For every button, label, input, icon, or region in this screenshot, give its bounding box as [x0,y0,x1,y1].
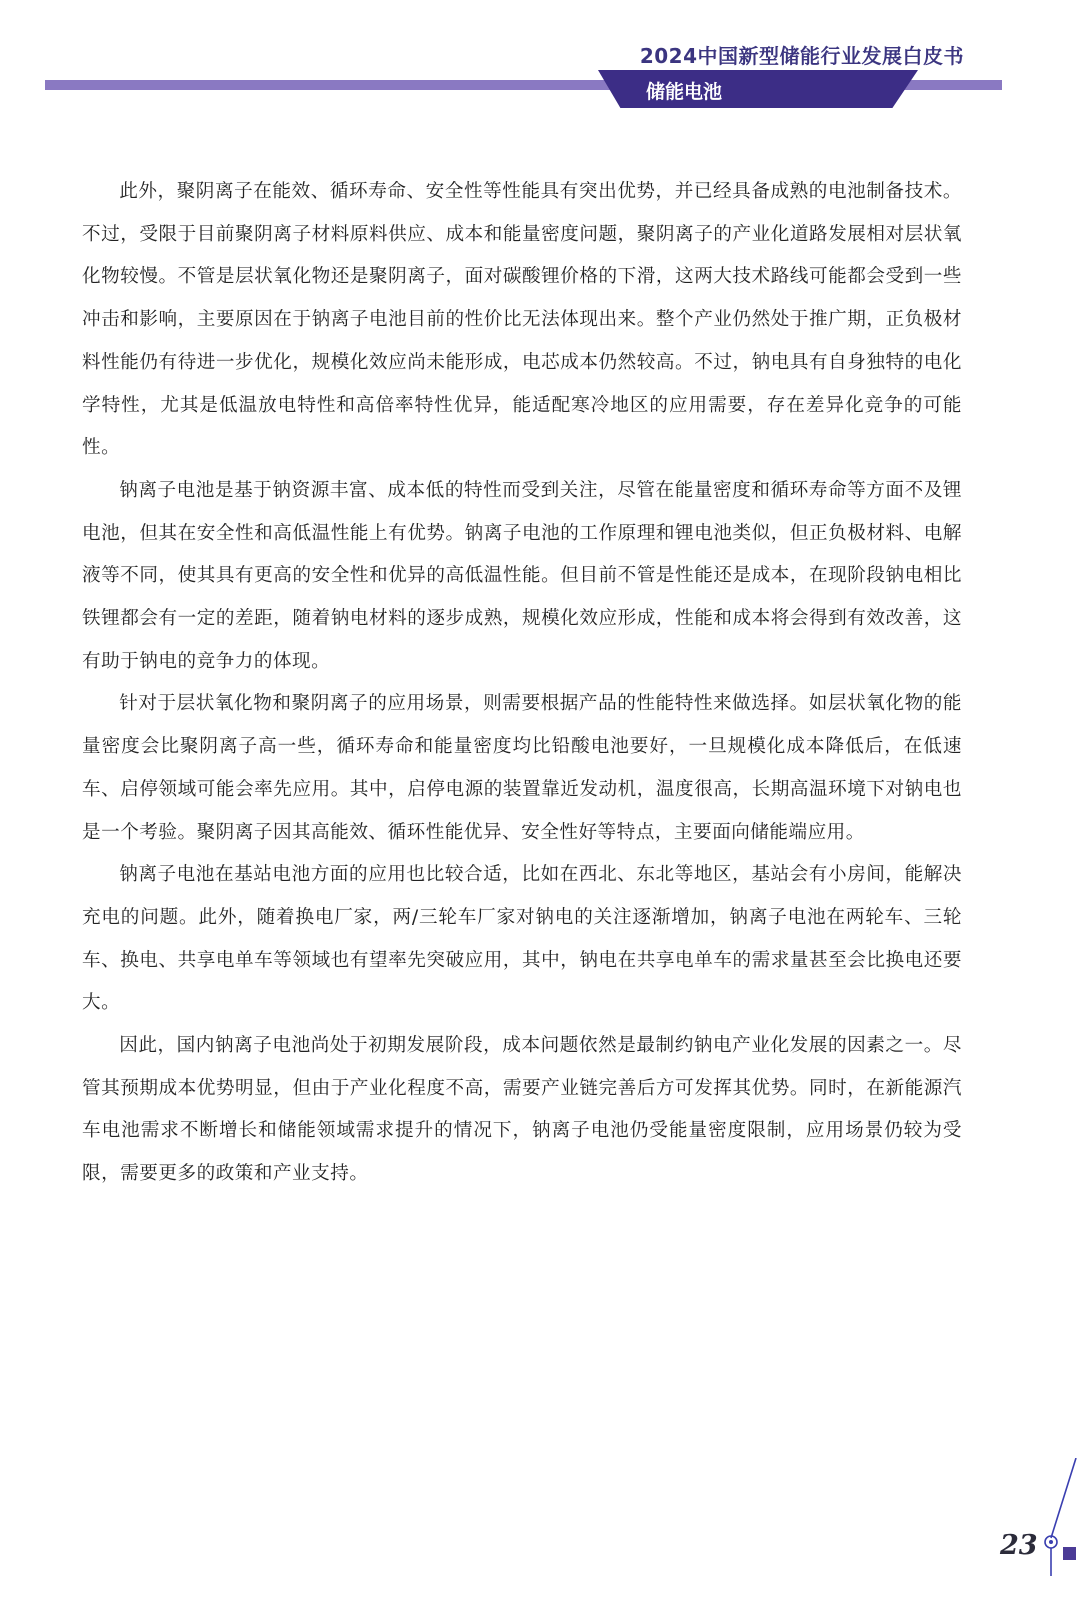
section-title: 储能电池 [646,81,723,103]
paragraph: 钠离子电池是基于钠资源丰富、成本低的特性而受到关注，尽管在能量密度和循环寿命等方面不及锂电池，但其在安全性和高低温性能上有优势。钠离子电池的工作原理和锂电池类似，但正负极材料、电解液等不同，使其具有更高的安全性和优异的高低温性能。但目前不管是性能还是成本，在现阶段钠电相比铁锂都会有一定的差距，随着钠电材料的逐步成熟，规模化效应形成，性能和成本将会得到有效改善，这有助于钠电的竞争力的体现。 [82,479,962,672]
paragraph: 针对于层状氧化物和聚阴离子的应用场景，则需要根据产品的性能特性来做选择。如层状氧化物的能量密度会比聚阴离子高一些，循环寿命和能量密度均比铅酸电池要好，一旦规模化成本降低后，在低速车、启停领域可能会率先应用。其中，启停电源的装置靠近发动机，温度很高，长期高温环境下对钠电也是一个考验。聚阴离子因其高能效、循环性能优异、安全性好等特点，主要面向储能端应用。 [82,693,962,843]
page-marker-square [1063,1547,1076,1560]
page-number: 23 [1000,1530,1038,1561]
body-text [82,171,962,1196]
document-title: 2024中国新型储能行业发展白皮书 [639,44,964,68]
paragraph: 钠离子电池在基站电池方面的应用也比较合适，比如在西北、东北等地区，基站会有小房间，能解决充电的问题。此外，随着换电厂家，两/三轮车厂家对钠电的关注逐渐增加，钠离子电池在两轮车、三轮车、换电、共享电单车等领域也有望率先突破应用，其中，钠电在共享电单车的需求量甚至会比换电还要大。 [82,864,962,1014]
paragraph: 因此，国内钠离子电池尚处于初期发展阶段，成本问题依然是最制约钠电产业化发展的因素之一。尽管其预期成本优势明显，但由于产业化程度不高，需要产业链完善后方可发挥其优势。同时，在新能源汽车电池需求不断增长和储能领域需求提升的情况下，钠离子电池仍受能量密度限制，应用场景仍较为受限，需要更多的政策和产业支持。 [82,1035,962,1185]
page-ornament-icon [1034,1458,1080,1578]
paragraph: 此外，聚阴离子在能效、循环寿命、安全性等性能具有突出优势，并已经具备成熟的电池制备技术。不过，受限于目前聚阴离子材料原料供应、成本和能量密度问题，聚阴离子的产业化道路发展相对层状氧化物较慢。不管是层状氧化物还是聚阴离子，面对碳酸锂价格的下滑，这两大技术路线可能都会受到一些冲击和影响，主要原因在于钠离子电池目前的性价比无法体现出来。整个产业仍然处于推广期，正负极材料性能仍有待进一步优化，规模化效应尚未能形成，电芯成本仍然较高。不过，钠电具有自身独特的电化学特性，尤其是低温放电特性和高倍率特性优异，能适配寒冷地区的应用需要，存在差异化竞争的可能性。 [82,181,962,459]
